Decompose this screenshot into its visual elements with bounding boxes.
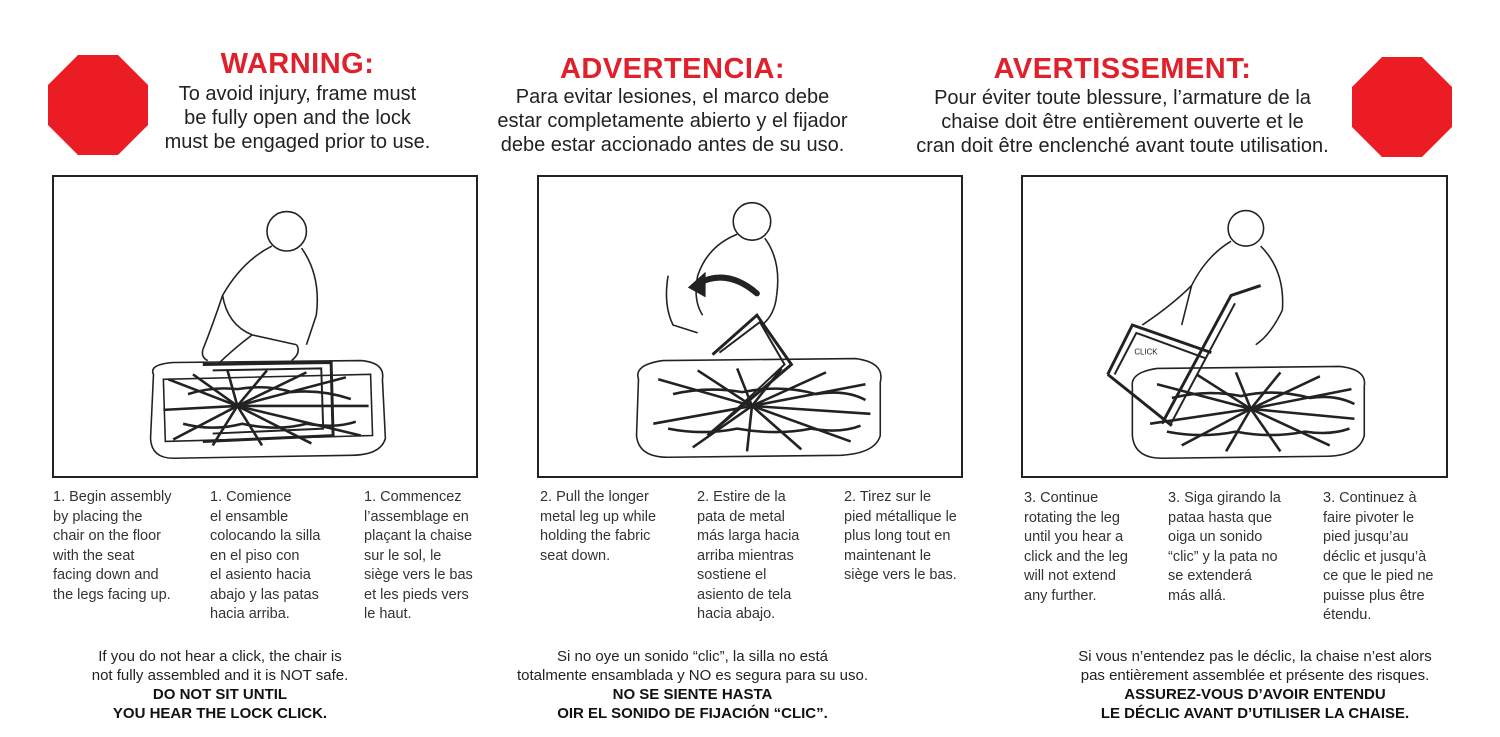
illustration-panel-3 (1021, 175, 1448, 478)
step-1-en: 1. Begin assembly by placing the chair on the floor with the seat facing down and the legs facing up. (53, 489, 172, 603)
warning-title-fr: AVERTISSEMENT: (993, 53, 1252, 85)
step-1-fr: 1. Commencez l’assemblage en plaçant la chaise sur le sol, le siège vers le bas et les pieds vers le haut. (364, 489, 473, 622)
man-rotating-leg-icon (1023, 177, 1446, 476)
footer-warning-es: NO SE SIENTE HASTA OIR EL SONIDO DE FIJACIÓN “CLIC”. (557, 686, 828, 722)
footer-note-es: Si no oye un sonido “clic”, la silla no está totalmente ensamblada y NO es segura para su uso. (516, 648, 869, 684)
step-3-fr: 3. Continuez à faire pivoter le pied jusqu’au déclic et jusqu’à ce que le pied ne puisse plus être étendu. (1323, 490, 1434, 623)
warning-title-en: WARNING: (220, 48, 375, 80)
step-3-es: 3. Siga girando la pataa hasta que oiga un sonido “clic” y la pata no se extenderá más allá. (1168, 490, 1281, 604)
warning-body-en: To avoid injury, frame must be fully open and the lock must be engaged prior to use. (164, 83, 431, 153)
warning-body-es: Para evitar lesiones, el marco debe estar completamente abierto y el fijador debe estar accionado antes de su uso. (497, 86, 848, 156)
footer-warning-en: DO NOT SIT UNTIL YOU HEAR THE LOCK CLICK. (112, 686, 328, 722)
warning-title-es: ADVERTENCIA: (559, 53, 786, 85)
click-label: CLICK (1134, 347, 1158, 357)
step-2-en: 2. Pull the longer metal leg up while holding the fabric seat down. (540, 489, 657, 564)
stop-octagon-icon-left (48, 55, 148, 155)
stop-octagon-icon-right (1352, 57, 1452, 157)
step-2-fr: 2. Tirez sur le pied métallique le plus long tout en maintenant le siège vers le bas. (844, 489, 957, 583)
footer-warning-fr: ASSUREZ-VOUS D’AVOIR ENTENDU LE DÉCLIC AVANT D’UTILISER LA CHAISE. (1100, 686, 1410, 722)
man-pulling-leg-icon (539, 177, 961, 476)
footer-note-fr: Si vous n’entendez pas le déclic, la chaise n’est alors pas entièrement assemblée et présente des risques. (1078, 648, 1432, 684)
warning-body-fr: Pour éviter toute blessure, l’armature de la chaise doit être entièrement ouverte et le cran doit être enclenché avant toute utilisation. (916, 87, 1329, 157)
step-1-es: 1. Comience el ensamble colocando la silla en el piso con el asiento hacia abajo y las patas hacia arriba. (210, 489, 321, 622)
step-2-es: 2. Estire de la pata de metal más larga hacia arriba mientras sostiene el asiento de tela hacia abajo. (697, 489, 800, 622)
man-placing-chair-icon (54, 177, 476, 476)
illustration-panel-2 (537, 175, 963, 478)
footer-note-en: If you do not hear a click, the chair is not fully assembled and it is NOT safe. (91, 648, 349, 684)
curved-arrow-icon (698, 278, 757, 294)
illustration-panel-1 (52, 175, 478, 478)
step-3-en: 3. Continue rotating the leg until you hear a click and the leg will not extend any further. (1024, 490, 1128, 604)
